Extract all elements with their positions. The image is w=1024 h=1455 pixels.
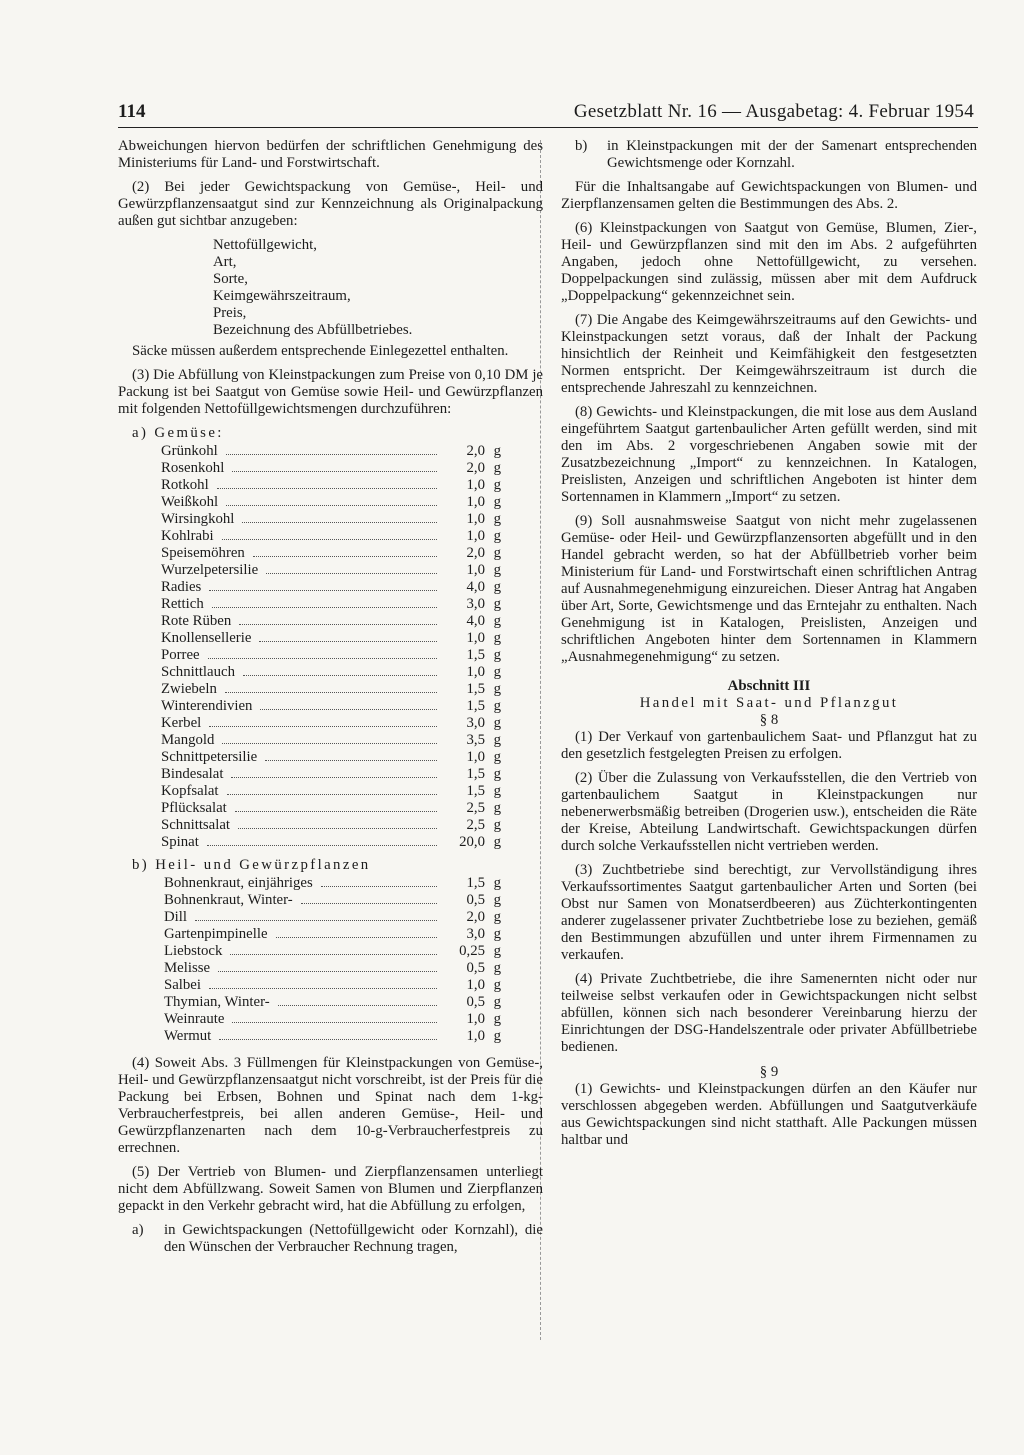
quantity-unit: g (493, 783, 501, 799)
quantity-unit: g (493, 926, 501, 942)
page-number: 114 (118, 101, 146, 122)
quantity-value: 2,5 (466, 817, 485, 833)
quantity-value: 0,5 (466, 892, 485, 908)
quantity-row (161, 613, 501, 630)
quantity-name: Wermut (164, 1028, 212, 1044)
quantity-unit: g (493, 545, 501, 561)
quantity-row (161, 460, 501, 477)
leader-dots (227, 793, 437, 795)
quantity-name: Liebstock (164, 943, 223, 959)
leader-dots (218, 970, 437, 972)
quantity-unit: g (493, 1028, 501, 1044)
leader-dots (321, 885, 437, 887)
heil-list (118, 875, 543, 1045)
paragraph-symbol-9: § 9 (759, 1064, 779, 1080)
leader-dots (222, 742, 437, 744)
paragraph-5: (5) Der Vertrieb von Blumen- und Zierpflanzensamen unterliegt nicht dem Abfüllzwang. Soweit Samen von Blumen und Zierpflanzen gepackt in den Verkehr gebracht wird, hat die Abfüllung zu erfolgen, (118, 1164, 543, 1214)
quantity-value: 1,0 (466, 494, 485, 510)
leader-dots (232, 470, 437, 472)
quantity-row (161, 630, 501, 647)
leader-dots (265, 759, 437, 761)
quantity-value: 3,0 (466, 596, 485, 612)
leader-dots (239, 623, 437, 625)
quantity-row (161, 596, 501, 613)
label-items-list (213, 237, 543, 339)
quantity-name: Knollensellerie (161, 630, 252, 646)
quantity-name: Grünkohl (161, 443, 218, 459)
quantity-unit: g (493, 766, 501, 782)
paragraph-9: (9) Soll ausnahmsweise Saatgut von nicht mehr zugelassenen Gemüse- oder Heil- und Gewürzpflanzensorten abgefüllt und in den Handel gebracht werden, so hat der Abfüllbetrieb vorher beim Ministerium für Land- und Forstwirtschaft einen schriftlichen Antrag auf Ausnahmegenehmigung einzureichen. Dieser Antrag hat Angaben über Art, Sorte, Gewichtsmenge und das Erntejahr zu enthalten. Nach Genehmigung ist in Katalogen, Preislisten, Anzeigen und schriftlichen Angeboten hinter dem Sortennamen in Klammern „Ausnahmegenehmigung“ zu setzen. (561, 513, 977, 665)
quantity-row (161, 443, 501, 460)
quantity-unit: g (493, 960, 501, 976)
paragraph-intro: Abweichungen hiervon bedürfen der schriftlichen Genehmigung des Ministeriums für Land- und Forstwirtschaft. (118, 138, 543, 171)
quantity-unit: g (493, 800, 501, 816)
quantity-name: Wurzelpetersilie (161, 562, 259, 578)
quantity-name: Bindesalat (161, 766, 224, 782)
quantity-row (161, 511, 501, 528)
leader-dots (209, 725, 437, 727)
paragraph-inhalt: Für die Inhaltsangabe auf Gewichtspackungen von Blumen- und Zierpflanzensamen gelten die Bestimmungen des Abs. 2. (561, 179, 977, 212)
quantity-row (161, 749, 501, 766)
left-column (118, 138, 543, 1263)
quantity-value: 2,0 (466, 909, 485, 925)
label-item: Keimgewährszeitraum, (213, 288, 351, 304)
leader-dots (226, 453, 437, 455)
quantity-name: Rotkohl (161, 477, 209, 493)
quantity-unit: g (493, 443, 501, 459)
leader-dots (222, 538, 437, 540)
label-item: Art, (213, 254, 237, 270)
quantity-value: 1,0 (466, 511, 485, 527)
quantity-value: 1,0 (466, 477, 485, 493)
quantity-name: Winterendivien (161, 698, 253, 714)
quantity-unit: g (493, 528, 501, 544)
paragraph-5b (561, 138, 977, 172)
quantity-unit: g (493, 562, 501, 578)
leader-dots (195, 919, 437, 921)
paragraph-5a-text: in Gewichtspackungen (Nettofüllgewicht oder Kornzahl), die den Wünschen der Verbraucher Rechnung tragen, (164, 1222, 543, 1255)
gemuese-heading: a) Gemüse: (132, 425, 224, 441)
quantity-unit: g (493, 875, 501, 891)
leader-dots (235, 810, 437, 812)
paragraph-5a (118, 1222, 543, 1256)
leader-dots (209, 589, 437, 591)
quantity-row (164, 875, 501, 892)
quantity-row (161, 800, 501, 817)
paragraph-4: (4) Soweit Abs. 3 Füllmengen für Kleinstpackungen von Gemüse-, Heil- und Gewürzpflanzensaatgut nicht vorschreibt, ist der Preis für die Packung bei Erbsen, Bohnen und Spinat nach dem 1-kg-Verbraucherfestpreis, bei allen anderen Gemüse-, Heil- und Gewürzpflanzenarten nach dem 10-g-Verbraucherfestpreis zu errechnen. (118, 1055, 543, 1156)
leader-dots (238, 827, 437, 829)
leader-dots (208, 657, 437, 659)
quantity-value: 1,0 (466, 562, 485, 578)
quantity-unit: g (493, 1011, 501, 1027)
paragraph-8: (8) Gewichts- und Kleinstpackungen, die mit lose aus dem Ausland eingeführtem Saatgut gartenbaulicher Arten gefüllt werden, sind mit den im Abs. 2 vorgeschriebenen Angaben sowie mit der Zusatzbezeichnung „Import“ zu kennzeichnen. In Katalogen, Preislisten, Anzeigen und schriftlichen Angeboten ist hinter dem Sortennamen in Klammern „Import“ zu setzen. (561, 404, 977, 505)
label-item: Bezeichnung des Abfüllbetriebes. (213, 322, 413, 338)
quantity-unit: g (493, 511, 501, 527)
quantity-name: Weinraute (164, 1011, 225, 1027)
quantity-value: 3,0 (466, 715, 485, 731)
quantity-unit: g (493, 664, 501, 680)
paragraph-5a-label: a) (132, 1222, 144, 1238)
section-8-2: (2) Über die Zulassung von Verkaufsstellen, die den Vertrieb von gartenbaulichem Saatgut in Kleinstpackungen nur nebenerwerbsmäßig betreiben (Drogerien usw.), entscheiden die Räte der Kreise, Abteilung Landwirtschaft. Gewichtspackungen dürfen durch solche Verkaufsstellen nicht vertrieben werden. (561, 770, 977, 854)
section-9-1: (1) Gewichts- und Kleinstpackungen dürfen an den Käufer nur verschlossen abgegeben werden. Abfüllungen und Saatgutverkäufe aus Gewichtspackungen sind nicht statthaft. Alle Packungen müssen haltbar und (561, 1081, 977, 1148)
quantity-row (161, 698, 501, 715)
quantity-row (161, 834, 501, 851)
quantity-row (161, 783, 501, 800)
quantity-row (161, 664, 501, 681)
quantity-value: 1,0 (466, 664, 485, 680)
quantity-value: 1,0 (466, 1028, 485, 1044)
quantity-name: Gartenpimpinelle (164, 926, 268, 942)
leader-dots (243, 674, 437, 676)
quantity-name: Kohlrabi (161, 528, 214, 544)
paragraph-symbol-8: § 8 (759, 712, 779, 728)
quantity-value: 3,0 (466, 926, 485, 942)
quantity-unit: g (493, 909, 501, 925)
leader-dots (209, 987, 437, 989)
quantity-row (161, 528, 501, 545)
section-8-4: (4) Private Zuchtbetriebe, die ihre Samenernten nicht oder nur teilweise selbst verkaufen oder in Gewichtspackungen nicht selbst abfüllen, können sich nach besonderer Vereinbarung hierzu der Einrichtungen der DSG-Handelszentrale oder privater Abfüllbetriebe bedienen. (561, 971, 977, 1055)
quantity-row (161, 766, 501, 783)
quantity-unit: g (493, 613, 501, 629)
quantity-row (161, 647, 501, 664)
quantity-unit: g (493, 749, 501, 765)
quantity-name: Speisemöhren (161, 545, 245, 561)
quantity-unit: g (493, 460, 501, 476)
quantity-unit: g (493, 681, 501, 697)
quantity-value: 2,0 (466, 443, 485, 459)
heil-heading: b) Heil- und Gewürzpflanzen (132, 857, 371, 873)
quantity-name: Schnittpetersilie (161, 749, 258, 765)
quantity-name: Wirsingkohl (161, 511, 235, 527)
leader-dots (225, 691, 437, 693)
quantity-unit: g (493, 596, 501, 612)
quantity-unit: g (493, 579, 501, 595)
quantity-row (164, 1011, 501, 1028)
quantity-row (164, 909, 501, 926)
paragraph-saecke: Säcke müssen außerdem entsprechende Einlegezettel enthalten. (132, 343, 509, 359)
quantity-value: 1,5 (466, 681, 485, 697)
quantity-name: Schnittlauch (161, 664, 235, 680)
quantity-name: Weißkohl (161, 494, 219, 510)
quantity-unit: g (493, 477, 501, 493)
quantity-unit: g (493, 834, 501, 850)
quantity-value: 1,0 (466, 528, 485, 544)
leader-dots (242, 521, 437, 523)
quantity-value: 0,5 (466, 994, 485, 1010)
quantity-unit: g (493, 698, 501, 714)
quantity-name: Rote Rüben (161, 613, 232, 629)
quantity-value: 4,0 (466, 579, 485, 595)
quantity-row (164, 960, 501, 977)
paragraph-6: (6) Kleinstpackungen von Saatgut von Gemüse, Blumen, Zier-, Heil- und Gewürzpflanzen sind mit den im Abs. 2 aufgeführten Angaben, jedoch ohne Nettofüllgewicht, zu versehen. Doppelpackungen sind zulässig, müssen aber mit dem Aufdruck „Doppelpackung“ gekennzeichnet sein. (561, 220, 977, 304)
quantity-value: 0,5 (466, 960, 485, 976)
quantity-value: 1,5 (466, 783, 485, 799)
quantity-name: Mangold (161, 732, 215, 748)
section-subtitle: Handel mit Saat- und Pflanzgut (639, 695, 899, 711)
quantity-name: Pflücksalat (161, 800, 227, 816)
leader-dots (207, 844, 437, 846)
quantity-row (161, 562, 501, 579)
quantity-name: Rettich (161, 596, 204, 612)
leader-dots (230, 953, 437, 955)
quantity-value: 1,5 (466, 698, 485, 714)
quantity-name: Dill (164, 909, 188, 925)
leader-dots (278, 1004, 437, 1006)
leader-dots (219, 1038, 437, 1040)
section-title: Abschnitt III (727, 678, 811, 694)
quantity-row (161, 732, 501, 749)
quantity-name: Kopfsalat (161, 783, 219, 799)
leader-dots (259, 640, 437, 642)
quantity-value: 4,0 (466, 613, 485, 629)
quantity-value: 1,0 (466, 1011, 485, 1027)
leader-dots (276, 936, 437, 938)
quantity-row (164, 892, 501, 909)
quantity-unit: g (493, 732, 501, 748)
quantity-value: 1,5 (466, 875, 485, 891)
paragraph-5b-label: b) (575, 138, 588, 154)
quantity-value: 2,0 (466, 460, 485, 476)
label-item: Preis, (213, 305, 247, 321)
quantity-value: 2,5 (466, 800, 485, 816)
quantity-value: 1,0 (466, 630, 485, 646)
leader-dots (266, 572, 437, 574)
section-8-3: (3) Zuchtbetriebe sind berechtigt, zur Vervollständigung ihres Verkaufssortimentes Saatgut gartenbaulicher Arten und Sorten (bei Obst nur Samen von Monatserdbeeren) aus Züchterkontingenten anderer zugelassener privater Zuchtbetriebe lose zu beziehen, gemäß den Bestimmungen abzufüllen und unter ihrem Firmennamen zu verkaufen. (561, 862, 977, 963)
quantity-name: Thymian, Winter- (164, 994, 270, 1010)
quantity-row (164, 977, 501, 994)
paragraph-3: (3) Die Abfüllung von Kleinstpackungen zum Preise von 0,10 DM je Packung ist bei Saatgut von Gemüse sowie Heil- und Gewürzpflanzen mit folgenden Nettofüllgewichtsmengen durchzuführen: (118, 367, 543, 417)
quantity-name: Radies (161, 579, 202, 595)
quantity-row (164, 1028, 501, 1045)
quantity-row (161, 681, 501, 698)
page-header (118, 101, 978, 128)
quantity-row (161, 817, 501, 834)
quantity-unit: g (493, 994, 501, 1010)
quantity-name: Porree (161, 647, 200, 663)
page-title: Gesetzblatt Nr. 16 — Ausgabetag: 4. Februar 1954 (573, 101, 974, 122)
leader-dots (212, 606, 437, 608)
right-column (561, 138, 977, 1156)
quantity-value: 3,5 (466, 732, 485, 748)
label-item: Nettofüllgewicht, (213, 237, 317, 253)
quantity-unit: g (493, 494, 501, 510)
section-8-1: (1) Der Verkauf von gartenbaulichem Saat- und Pflanzgut hat zu den gesetzlich festgelegten Preisen zu erfolgen. (561, 729, 977, 762)
leader-dots (232, 1021, 437, 1023)
quantity-unit: g (493, 892, 501, 908)
quantity-unit: g (493, 630, 501, 646)
quantity-row (164, 926, 501, 943)
leader-dots (226, 504, 437, 506)
leader-dots (260, 708, 437, 710)
quantity-row (161, 579, 501, 596)
quantity-unit: g (493, 647, 501, 663)
quantity-name: Bohnenkraut, einjähriges (164, 875, 313, 891)
leader-dots (301, 902, 437, 904)
paragraph-7: (7) Die Angabe des Keimgewährszeitraums auf den Gewichts- und Kleinstpackungen setzt voraus, daß der Inhalt der Packung hinsichtlich der Reinheit und Keimfähigkeit den festgesetzten Normen entspricht. Der Keimgewährszeitraum ist durch die entsprechende Jahreszahl zu kennzeichnen. (561, 312, 977, 396)
quantity-value: 1,5 (466, 647, 485, 663)
quantity-name: Bohnenkraut, Winter- (164, 892, 293, 908)
quantity-name: Kerbel (161, 715, 202, 731)
quantity-name: Salbei (164, 977, 201, 993)
quantity-value: 1,0 (466, 749, 485, 765)
quantity-row (164, 943, 501, 960)
quantity-value: 2,0 (466, 545, 485, 561)
quantity-name: Zwiebeln (161, 681, 217, 697)
quantity-name: Melisse (164, 960, 211, 976)
quantity-value: 1,5 (466, 766, 485, 782)
quantity-row (161, 477, 501, 494)
gemuese-list (118, 443, 543, 851)
leader-dots (217, 487, 437, 489)
leader-dots (253, 555, 437, 557)
quantity-name: Schnittsalat (161, 817, 231, 833)
quantity-row (161, 545, 501, 562)
label-item: Sorte, (213, 271, 248, 287)
leader-dots (231, 776, 437, 778)
quantity-row (164, 994, 501, 1011)
paragraph-2: (2) Bei jeder Gewichtspackung von Gemüse-, Heil- und Gewürzpflanzensaatgut sind zur Kennzeichnung als Originalpackung außen gut sichtbar anzugeben: (118, 179, 543, 229)
quantity-unit: g (493, 817, 501, 833)
quantity-name: Spinat (161, 834, 199, 850)
quantity-value: 20,0 (459, 834, 485, 850)
quantity-unit: g (493, 943, 501, 959)
quantity-value: 1,0 (466, 977, 485, 993)
quantity-unit: g (493, 715, 501, 731)
quantity-row (161, 715, 501, 732)
quantity-name: Rosenkohl (161, 460, 225, 476)
paragraph-5b-text: in Kleinstpackungen mit der der Samenart entsprechenden Gewichtsmenge oder Kornzahl. (607, 138, 977, 171)
quantity-row (161, 494, 501, 511)
quantity-value: 0,25 (459, 943, 485, 959)
quantity-unit: g (493, 977, 501, 993)
